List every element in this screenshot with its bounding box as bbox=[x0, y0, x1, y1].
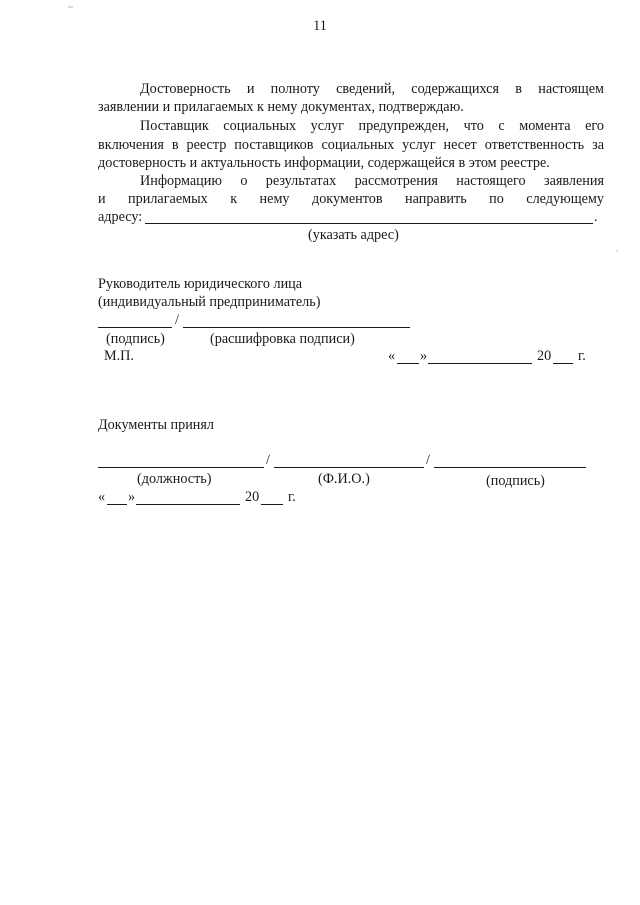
scan-speck bbox=[616, 250, 618, 252]
accepted-name-label: (Ф.И.О.) bbox=[318, 471, 370, 487]
head-date-month-line bbox=[428, 363, 532, 364]
head-year-prefix: 20 bbox=[537, 348, 552, 364]
head-year-line bbox=[553, 363, 573, 364]
stamp-label: М.П. bbox=[104, 348, 134, 364]
address-label: адресу: bbox=[98, 209, 143, 225]
head-decoding-label: (расшифровка подписи) bbox=[210, 331, 355, 347]
accepted-signature-line bbox=[434, 467, 586, 468]
paragraph-1-line-2: заявлении и прилагаемых к нему документах, подтверждаю. bbox=[98, 99, 464, 115]
address-period: . bbox=[594, 209, 598, 225]
head-title-line-2: (индивидуальный предприниматель) bbox=[98, 294, 321, 310]
address-fill-line bbox=[145, 223, 593, 224]
head-date-close-quote: » bbox=[420, 348, 428, 364]
paragraph-2-line-3: достоверность и актуальность информации, содержащейся в этом реестре. bbox=[98, 155, 550, 171]
accepted-title: Документы принял bbox=[98, 417, 214, 433]
head-signature-label: (подпись) bbox=[106, 331, 165, 347]
page-number: 11 bbox=[313, 18, 327, 34]
paragraph-3-line-2: и прилагаемых к нему документов направить по следующему bbox=[98, 191, 604, 207]
head-year-suffix: г. bbox=[578, 348, 586, 364]
accepted-slash-1: / bbox=[266, 452, 270, 468]
head-title-line-1: Руководитель юридического лица bbox=[98, 276, 303, 292]
accepted-date-month-line bbox=[136, 504, 240, 505]
accepted-year-prefix: 20 bbox=[245, 489, 260, 505]
accepted-date-day-line bbox=[107, 504, 127, 505]
paragraph-2-line-2: включения в реестр поставщиков социальных услуг несет ответственность за bbox=[98, 137, 604, 153]
paragraph-2-line-1: Поставщик социальных услуг предупрежден, что с момента его bbox=[140, 118, 604, 134]
accepted-name-line bbox=[274, 467, 424, 468]
head-date-open-quote: « bbox=[388, 348, 396, 364]
accepted-position-line bbox=[98, 467, 264, 468]
scan-speck bbox=[68, 6, 73, 8]
accepted-date-close-quote: » bbox=[128, 489, 136, 505]
accepted-year-line bbox=[261, 504, 283, 505]
accepted-signature-label: (подпись) bbox=[486, 473, 545, 489]
head-slash: / bbox=[175, 312, 179, 328]
head-signature-line bbox=[98, 327, 172, 328]
accepted-year-suffix: г. bbox=[288, 489, 296, 505]
accepted-date-open-quote: « bbox=[98, 489, 106, 505]
address-hint: (указать адрес) bbox=[308, 227, 399, 243]
accepted-slash-2: / bbox=[426, 452, 430, 468]
accepted-position-label: (должность) bbox=[137, 471, 212, 487]
paragraph-3-line-1: Информацию о результатах рассмотрения настоящего заявления bbox=[140, 173, 604, 189]
head-decoding-line bbox=[183, 327, 410, 328]
paragraph-1-line-1: Достоверность и полноту сведений, содержащихся в настоящем bbox=[140, 81, 604, 97]
head-date-day-line bbox=[397, 363, 419, 364]
